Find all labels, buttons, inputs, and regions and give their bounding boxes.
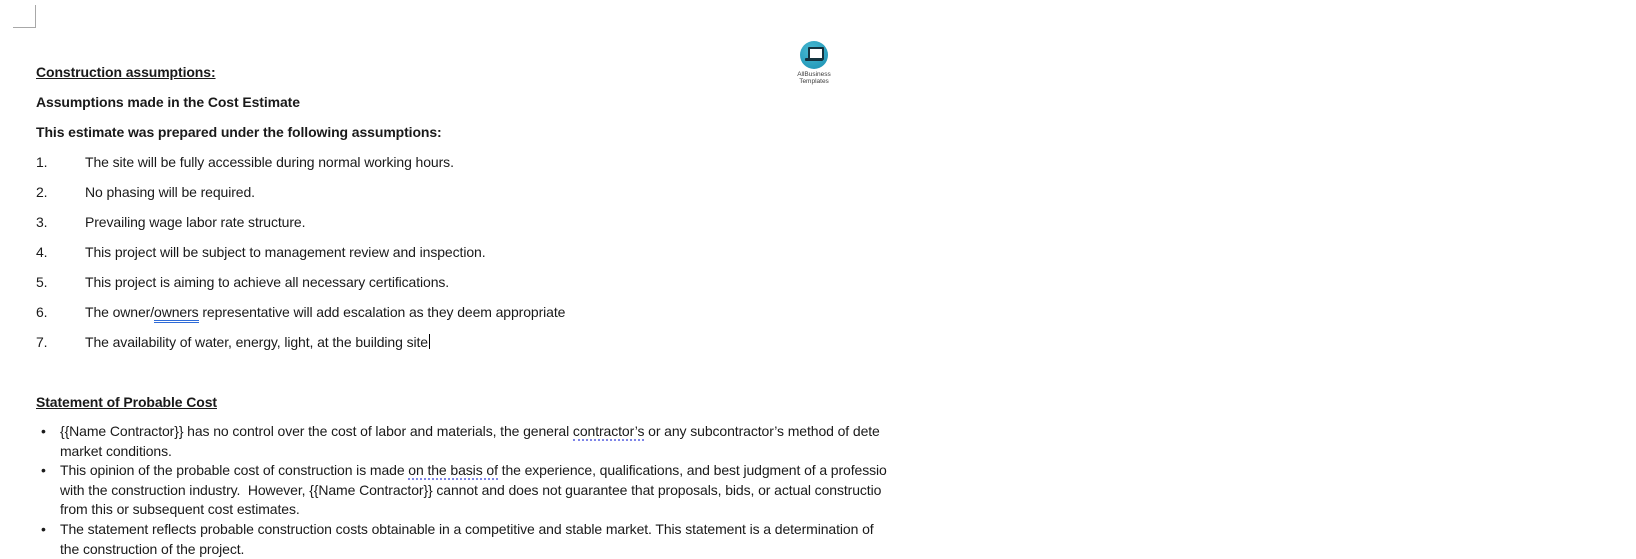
style-suggestion-phrase[interactable]: on the basis of	[408, 462, 498, 479]
document-body[interactable]	[36, 62, 1636, 559]
item-text[interactable]: This project will be subject to management review and inspection.	[85, 244, 486, 260]
numbered-item-5[interactable]	[36, 272, 1636, 292]
heading-cost-estimate[interactable]: Assumptions made in the Cost Estimate	[36, 94, 300, 110]
bullet-text[interactable]: This opinion of the probable cost of construction is made on the basis of the experience, qualifications, and best judgment of a professio	[60, 462, 887, 479]
bullet-item-1-line-2[interactable]	[36, 442, 1636, 462]
bullet-text[interactable]: with the construction industry. However, {{Name Contractor}} cannot and does not guarantee that proposals, bids, or actual constructio	[60, 481, 882, 498]
logo-text-line2: Templates	[799, 78, 829, 85]
item-text[interactable]: The owner/owners representative will add escalation as they deem appropriate	[85, 302, 565, 322]
bullet-text[interactable]: {{Name Contractor}} has no control over the cost of labor and materials, the general contractor’s or any subcontractor’s method of dete	[60, 423, 880, 439]
item-text[interactable]: Prevailing wage labor rate structure.	[85, 214, 306, 230]
heading-statement-probable-cost[interactable]: Statement of Probable Cost	[36, 394, 217, 410]
text-cursor	[429, 334, 430, 349]
bullet-marker: •	[41, 462, 46, 479]
item-number: 5.	[36, 274, 48, 290]
item-number: 7.	[36, 334, 48, 350]
page-corner-mark-horizontal	[13, 27, 36, 28]
item-number: 2.	[36, 184, 48, 200]
bullet-text[interactable]: market conditions.	[60, 442, 172, 459]
bullet-list[interactable]	[36, 422, 1636, 559]
item-text[interactable]: The availability of water, energy, light, at the building site	[85, 334, 428, 350]
numbered-item-2[interactable]	[36, 182, 1636, 202]
heading-assumptions-intro[interactable]: This estimate was prepared under the following assumptions:	[36, 124, 442, 140]
bullet-item-3-line-1[interactable]	[36, 520, 1636, 540]
item-number: 1.	[36, 154, 48, 170]
item-number: 6.	[36, 304, 48, 320]
numbered-item-7[interactable]	[36, 332, 1636, 352]
style-suggestion-word[interactable]: contractor’s	[572, 423, 645, 439]
numbered-item-6[interactable]	[36, 302, 1636, 322]
logo-text-line1: AllBusiness	[797, 71, 831, 78]
numbered-item-4[interactable]	[36, 242, 1636, 262]
page-corner-mark-vertical	[35, 5, 36, 28]
numbered-item-1[interactable]	[36, 152, 1636, 172]
bullet-text[interactable]: the construction of the project.	[60, 540, 245, 557]
bullet-marker: •	[41, 423, 46, 439]
grammar-marked-word[interactable]: owners	[154, 304, 199, 323]
bullet-text[interactable]: from this or subsequent cost estimates.	[60, 501, 300, 518]
numbered-item-3[interactable]	[36, 212, 1636, 232]
bullet-item-2-line-3[interactable]	[36, 500, 1636, 520]
bullet-item-1-line-1[interactable]	[36, 422, 1636, 442]
heading-construction-assumptions[interactable]: Construction assumptions:	[36, 64, 216, 80]
item-text[interactable]: No phasing will be required.	[85, 184, 255, 200]
item-number: 3.	[36, 214, 48, 230]
item-text[interactable]: This project is aiming to achieve all necessary certifications.	[85, 274, 450, 290]
bullet-item-2-line-2[interactable]	[36, 481, 1636, 501]
bullet-text[interactable]: The statement reflects probable construction costs obtainable in a competitive and stable market. This statement is a determination of	[60, 520, 874, 537]
bullet-marker: •	[41, 520, 46, 537]
item-text[interactable]: The site will be fully accessible during normal working hours.	[85, 154, 454, 170]
bullet-item-3-line-2[interactable]	[36, 540, 1636, 559]
bullet-item-2-line-1[interactable]	[36, 461, 1636, 481]
item-number: 4.	[36, 244, 48, 260]
